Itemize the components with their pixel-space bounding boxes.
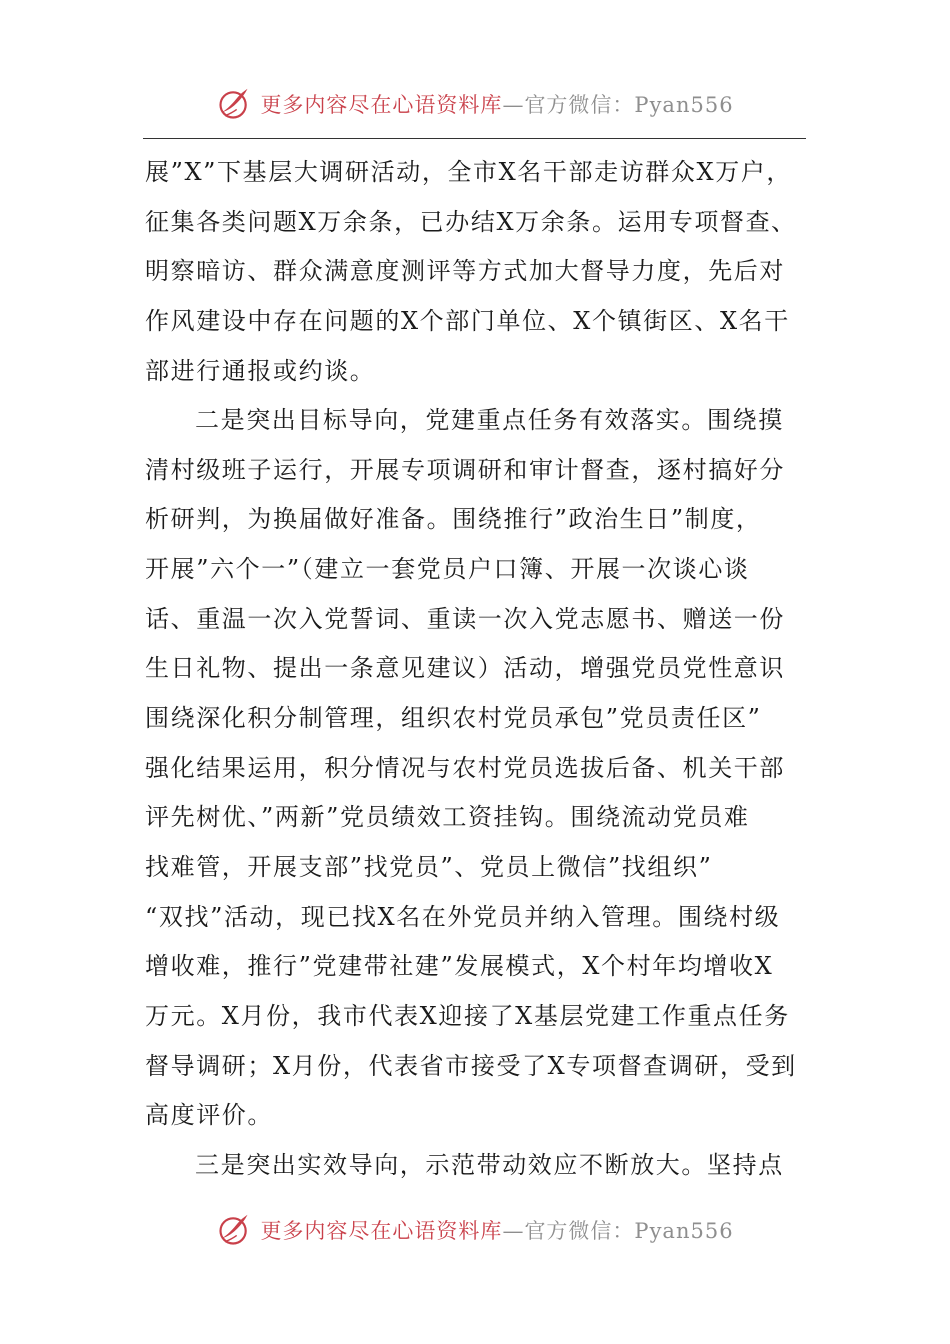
text-line: 督导调研；X月份，代表省市接受了X专项督查调研，受到 — [145, 1051, 797, 1080]
watermark-sub-text: 官方微信：Pyan556 — [524, 93, 734, 117]
brush-logo-icon — [216, 86, 252, 122]
text-line: 找难管，开展支部”找党员”、党员上微信”找组织” — [145, 852, 713, 881]
paragraph-start-line: 三是突出实效导向，示范带动效应不断放大。坚持点 — [195, 1150, 784, 1179]
text-line: 明察暗访、群众满意度测评等方式加大督导力度，先后对 — [145, 257, 785, 286]
watermark-text — [260, 1215, 733, 1245]
watermark-text — [260, 89, 733, 119]
text-line: “双找”活动，现已找X名在外党员并纳入管理。围绕村级 — [145, 902, 781, 931]
text-line: 话、重温一次入党誓词、重读一次入党志愿书、赠送一份 — [145, 604, 785, 633]
document-body — [145, 148, 807, 1190]
header-divider — [143, 138, 806, 139]
footer-watermark — [0, 1210, 950, 1250]
text-line: 清村级班子运行，开展专项调研和审计督查，逐村搞好分 — [145, 455, 785, 484]
text-line: 征集各类问题X万余条，已办结X万余条。运用专项督查、 — [145, 207, 797, 236]
watermark-dash: — — [502, 1219, 525, 1243]
text-line: 作风建设中存在问题的X个部门单位、X个镇街区、X名干 — [145, 306, 790, 335]
text-line: 强化结果运用，积分情况与农村党员选拔后备、机关干部 — [145, 753, 785, 782]
text-line: 高度评价。 — [145, 1101, 273, 1130]
text-line: 围绕深化积分制管理，组织农村党员承包”党员责任区” — [145, 704, 762, 733]
text-line: 评先树优、”两新”党员绩效工资挂钩。围绕流动党员难 — [145, 803, 750, 832]
text-line: 展”X”下基层大调研活动，全市X名干部走访群众X万户， — [145, 158, 792, 186]
text-line: 开展”六个一”（建立一套党员户口簿、开展一次谈心谈 — [145, 555, 750, 584]
brush-logo-icon — [216, 1212, 252, 1248]
paragraph-start-line: 二是突出目标导向，党建重点任务有效落实。围绕摸 — [195, 406, 784, 435]
watermark-sub-text: 官方微信：Pyan556 — [524, 1219, 734, 1243]
watermark-main-text: 更多内容尽在心语资料库 — [260, 93, 503, 117]
text-line: 部进行通报或约谈。 — [145, 356, 376, 385]
watermark-dash: — — [502, 93, 525, 117]
text-line: 增收难，推行”党建带社建”发展模式，X个村年均增收X — [145, 952, 774, 981]
watermark-main-text: 更多内容尽在心语资料库 — [260, 1219, 503, 1243]
text-line: 万元。X月份，我市代表X迎接了X基层党建工作重点任务 — [145, 1001, 790, 1030]
text-line: 生日礼物、提出一条意见建议）活动，增强党员党性意识 — [145, 654, 785, 683]
text-line: 析研判，为换届做好准备。围绕推行”政治生日”制度， — [145, 505, 762, 534]
header-watermark — [0, 84, 950, 124]
